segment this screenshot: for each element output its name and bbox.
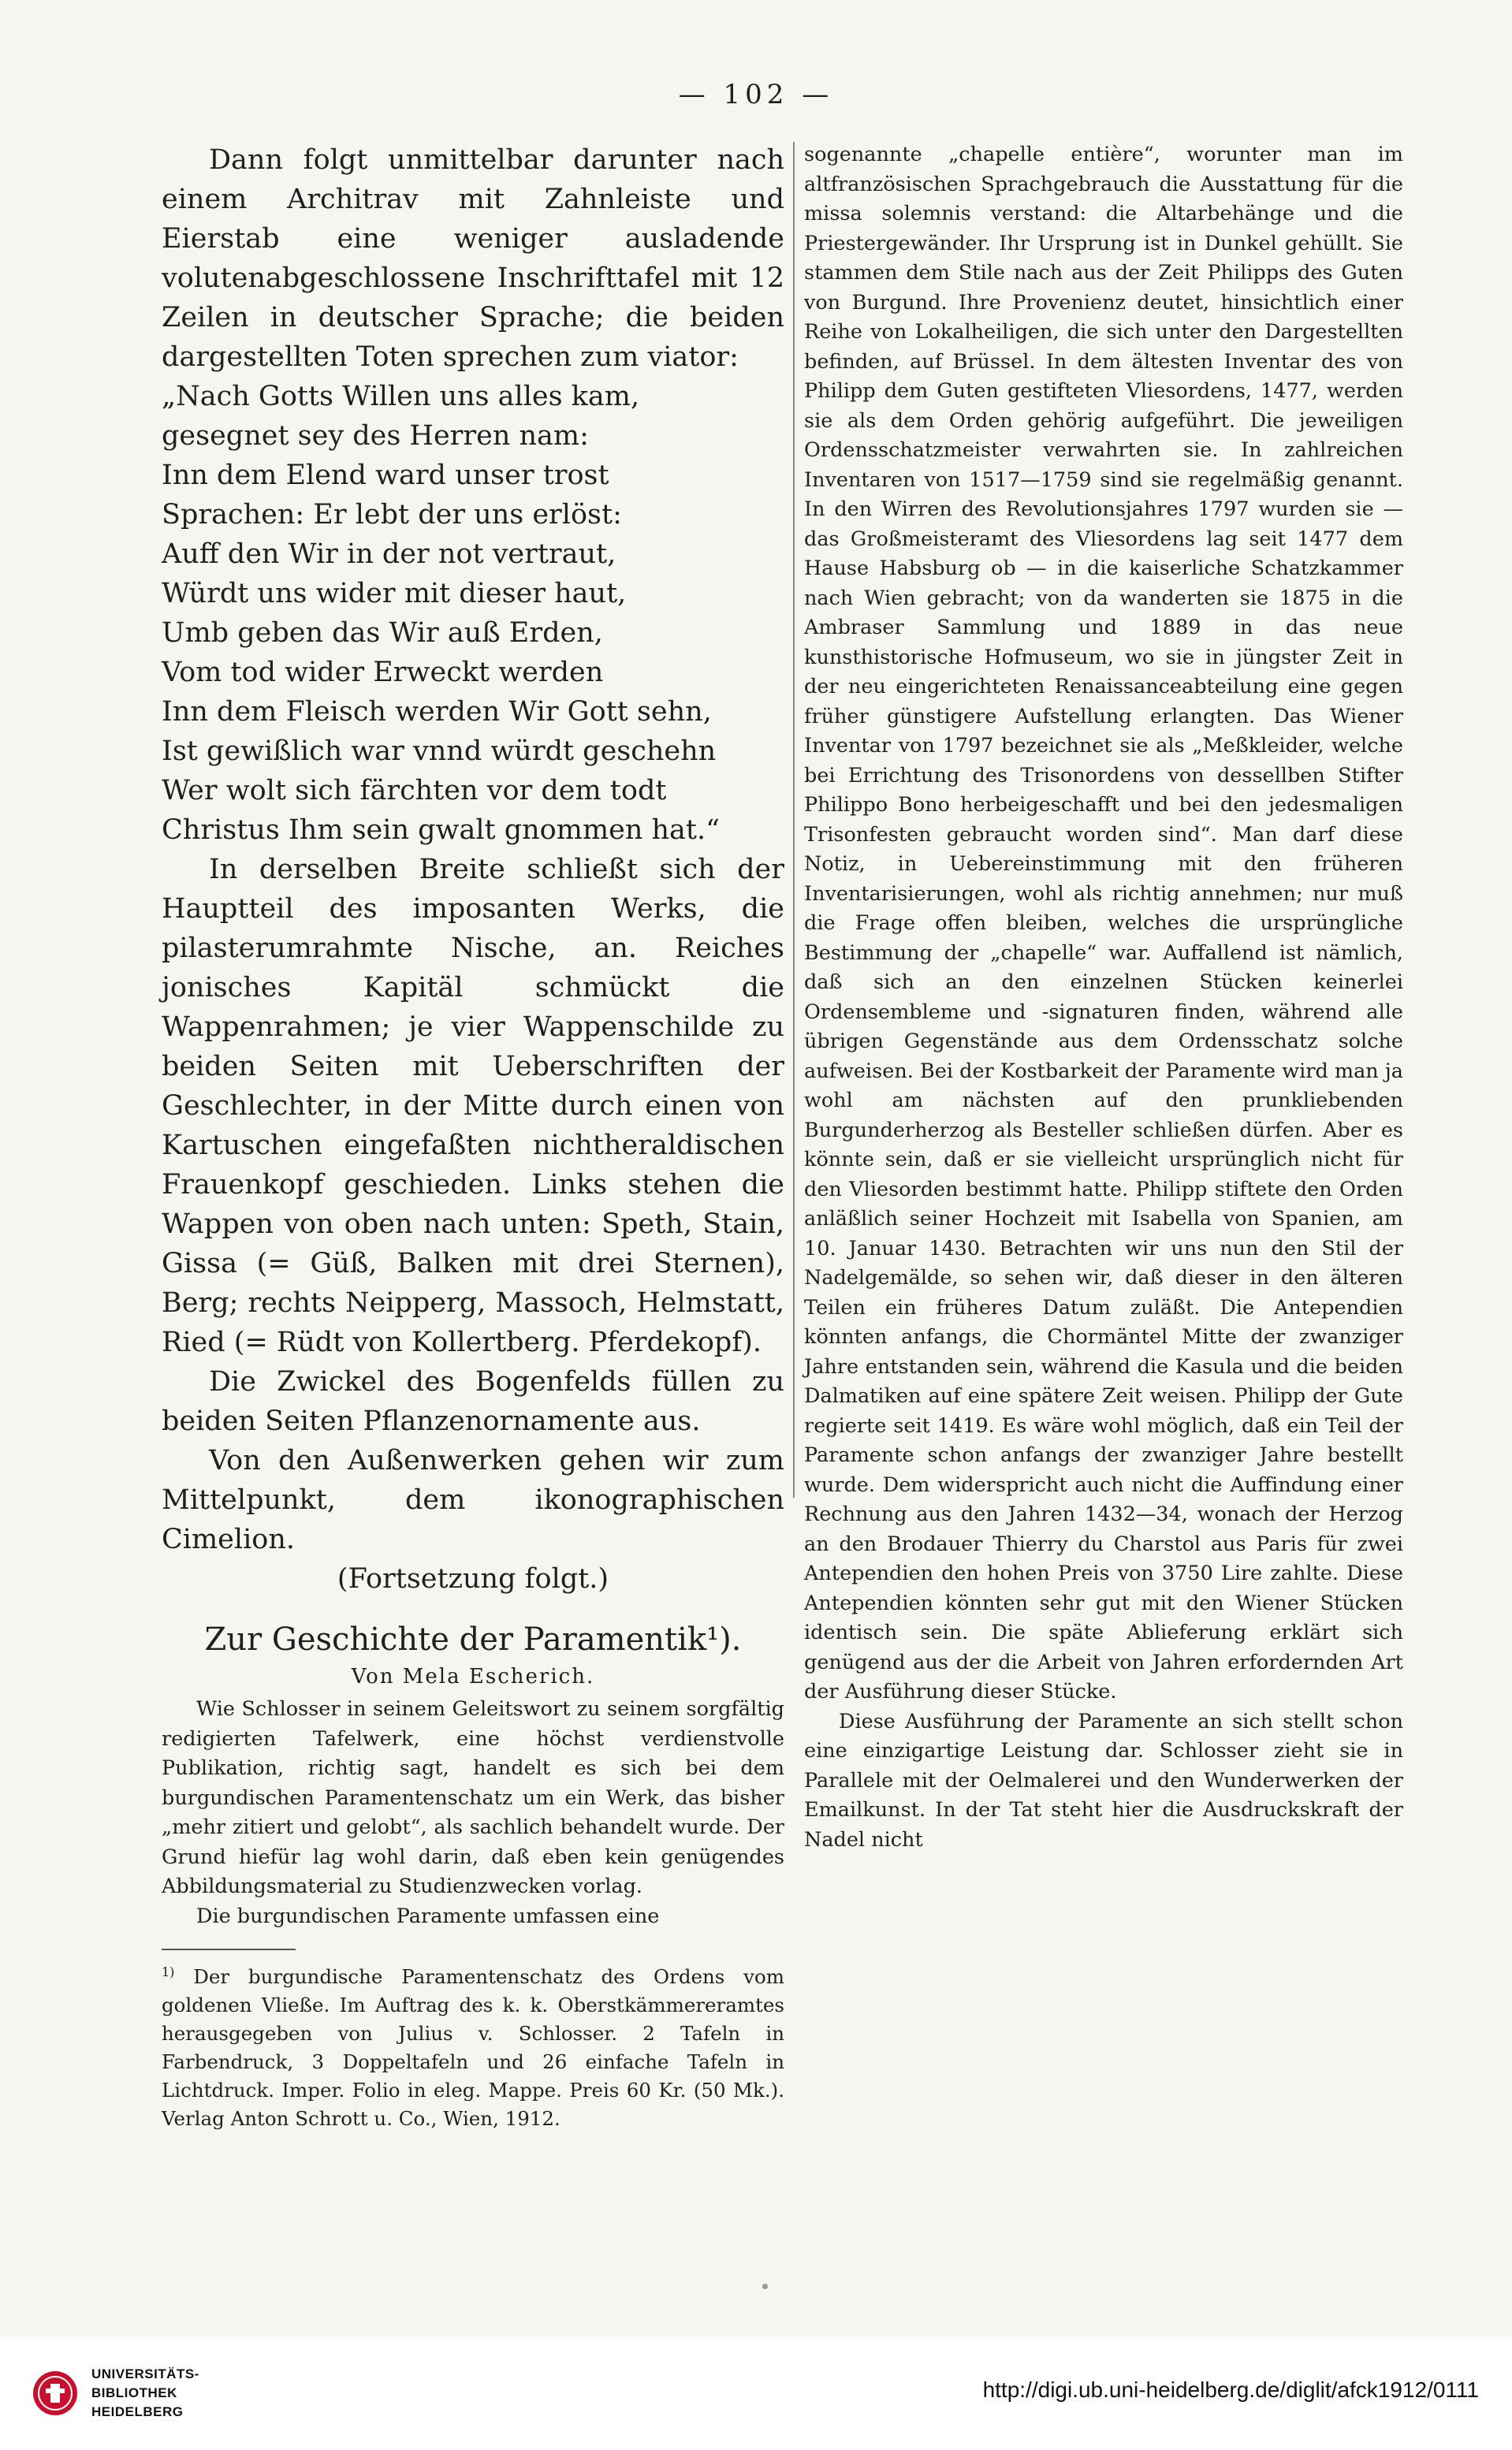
viewer-footer (0, 2336, 1512, 2450)
verse-line: gesegnet sey des Herren nam: (162, 420, 589, 452)
article-paragraph: Die burgundischen Paramente umfassen eine (196, 1904, 660, 1928)
paper-speck (762, 2284, 768, 2289)
verse-line: Ist gewißlich war vnnd würdt geschehn (162, 735, 717, 767)
intro-paragraph: Dann folgt unmittelbar darunter nach einem Architrav mit Zahnleiste und Eierstab eine weniger ausladende volutenabgeschlossene Inschrifttafel mit 12 Zeilen in deutscher Sprache; die beiden dargestellten Toten sprechen zum viator: (162, 144, 784, 373)
right-column (804, 140, 1403, 1855)
library-name (91, 2365, 199, 2422)
continuation-note: (Fortsetzung folgt.) (337, 1563, 609, 1595)
left-column (162, 140, 784, 2133)
library-line: BIBLIOTHEK (91, 2385, 177, 2400)
verse-line: Christus Ihm sein gwalt gnommen hat.“ (162, 814, 720, 846)
article-paragraph: Wie Schlosser in seinem Geleitswort zu seinem sorgfältig redigierten Tafelwerk, eine höchst verdienstvolle Publikation, richtig sagt, handelt es sich bei dem burgundischen Paramentenschatz um ein Werk, das bisher „mehr zitiert und gelobt“, als sachlich behandelt wurde. Der Grund hiefür lag wohl darin, daß eben kein genügendes Abbildungsmaterial zu Studienzwecken vorlag. (162, 1697, 784, 1898)
page-url-link[interactable]: http://digi.ub.uni-heidelberg.de/diglit/afck1912/0111 (982, 2377, 1479, 2402)
verse-line: Auff den Wir in der not vertraut, (162, 538, 616, 570)
paragraph-niche: In derselben Breite schließt sich der Hauptteil des imposanten Werks, die pilasterumrahmte Nische, an. Reiches jonisches Kapitäl schmückt die Wappenrahmen; je vier Wappenschilde zu beiden Seiten mit Ueberschriften der Geschlechter, in der Mitte durch einen von Kartuschen eingefaßten nichtheraldischen Frauenkopf geschieden. Links stehen die Wappen von oben nach unten: Speth, Stain, Gissa (= Güß, Balken mit drei Sternen), Berg; rechts Neipperg, Massoch, Helmstatt, Ried (= Rüdt von Kollertberg. Pferdekopf). (162, 854, 784, 1358)
page-number: — 102 — (678, 79, 834, 110)
paragraph-spandrels: Die Zwickel des Bogenfelds füllen zu beiden Seiten Pflanzenornamente aus. (162, 1366, 784, 1437)
verse-line: Inn dem Fleisch werden Wir Gott sehn, (162, 696, 712, 728)
verse-line: Wer wolt sich färchten vor dem todt (162, 775, 667, 806)
article-title: Zur Geschichte der Paramentik¹). (204, 1622, 742, 1658)
footnote-text: Der burgundische Paramentenschatz des Ordens vom goldenen Vließe. Im Auftrag des k. k. Oberstkämmereramtes herausgegeben von Julius v. Schlosser. 2 Tafeln in Farbendruck, 3 Doppeltafeln und 26 einfache Tafeln in Lichtdruck. Imper. Folio in eleg. Mappe. Preis 60 Kr. (50 Mk.). Verlag Anton Schrott u. Co., Wien, 1912. (162, 1965, 784, 2131)
article-byline: Von Mela Escherich. (351, 1665, 595, 1689)
epitaph-verse (162, 377, 784, 850)
verse-line: Umb geben das Wir auß Erden, (162, 617, 603, 649)
paragraph-outer-works: Von den Außenwerken gehen wir zum Mittelpunkt, dem ikonographischen Cimelion. (162, 1445, 784, 1555)
heidelberg-seal-icon (32, 2368, 79, 2418)
library-line: HEIDELBERG (91, 2404, 184, 2419)
verse-line: „Nach Gotts Willen uns alles kam, (162, 381, 640, 412)
footnote-divider (162, 1949, 296, 1950)
column-divider (793, 142, 795, 1498)
article-paragraph: Diese Ausführung der Paramente an sich stellt schon eine einzigartige Leistung dar. Schlosser zieht sie in Parallele mit der Oelmalerei und den Wunderwerken der Emailkunst. In der Tat steht hier die Ausdruckskraft der Nadel nicht (804, 1709, 1403, 1852)
footnote-marker: 1) (162, 1964, 175, 1979)
library-line: UNIVERSITÄTS- (91, 2366, 199, 2381)
verse-line: Inn dem Elend ward unser trost (162, 460, 609, 491)
footnote (162, 1958, 784, 2133)
article-paragraph: sogenannte „chapelle entière“, worunter man im altfranzösischen Sprachgebrauch die Ausstattung für die missa solemnis verstand: die Altarbehänge und die Priestergewänder. Ihr Ursprung ist in Dunkel gehüllt. Sie stammen dem Stile nach aus der Zeit Philipps des Guten von Burgund. Ihre Provenienz deutet, hinsichtlich einer Reihe von Lokalheiligen, die sich unter den Dargestellten befinden, auf Brüssel. In dem ältesten Inventar des von Philipp dem Guten gestifteten Vliesordens, 1477, werden sie als dem Orden gehörig aufgeführt. Die jeweiligen Ordensschatzmeister verwahrten sie. In zahlreichen Inventaren von 1517—1759 sind sie regelmäßig genannt. In den Wirren des Revolutionsjahres 1797 wurden sie — das Großmeisteramt des Vliesordens lag seit 1477 dem Hause Habsburg ob — in die kaiserliche Schatzkammer nach Wien gebracht; von da wanderten sie 1875 in die Ambraser Sammlung und 1889 in das neue kunsthistorische Hofmuseum, wo sie in jüngster Zeit in der neu eingerichteten Renaissanceabteilung eine gegen früher günstigere Aufstellung erlangten. Das Wiener Inventar von 1797 bezeichnet sie als „Meßkleider, welche bei Errichtung des Trisonordens von dessellben Stifter Philippo Bono herbeigeschafft und bei den jedesmaligen Trisonfesten gebraucht worden sind“. Man darf diese Notiz, in Uebereinstimmung mit den früheren Inventarisierungen, wohl als richtig annehmen; nur muß die Frage offen bleiben, welches die ursprüngliche Bestimmung der „chapelle“ war. Auffallend ist nämlich, daß sich an den einzelnen Stücken keinerlei Ordensembleme und -signaturen finden, während alle übrigen Gegenstände aus dem Ordensschatz solche aufweisen. Bei der Kostbarkeit der Paramente wird man ja wohl am nächsten auf den prunkliebenden Burgunderherzog als Besteller schließen dürfen. Aber es könnte sein, daß er sie vielleicht ursprünglich nicht für den Vliesorden bestimmt hatte. Philipp stiftete den Orden anläßlich seiner Hochzeit mit Isabella von Spanien, am 10. Januar 1430. Betrachten wir uns nun den Stil der Nadelgemälde, so sehen wir, daß dieser in den älteren Teilen ein früheres Datum zuläßt. Die Antependien könnten anfangs, die Chormäntel Mitte der zwanziger Jahre entstanden sein, während die Kasula und die beiden Dalmatiken auf eine spätere Zeit weisen. Philipp der Gute regierte seit 1419. Es wäre wohl möglich, daß ein Teil der Paramente schon anfangs der zwanziger Jahre bestellt wurde. Dem widerspricht auch nicht die Auffindung einer Rechnung aus den Jahren 1432—34, wonach der Herzog an den Brodauer Thierry du Charstol aus Paris für zwei Antependien den hohen Preis von 3750 Lire zahlte. Diese Antependien könnten sehr gut mit den Wiener Stücken identisch sein. Die späte Ablieferung erklärt sich genügend aus der die Arbeit von Jahren erfordernden Art der Ausführung dieser Stücke. (804, 143, 1403, 1703)
verse-line: Sprachen: Er lebt der uns erlöst: (162, 499, 622, 531)
verse-line: Würdt uns wider mit dieser haut, (162, 578, 627, 609)
verse-line: Vom tod wider Erweckt werden (162, 657, 604, 688)
